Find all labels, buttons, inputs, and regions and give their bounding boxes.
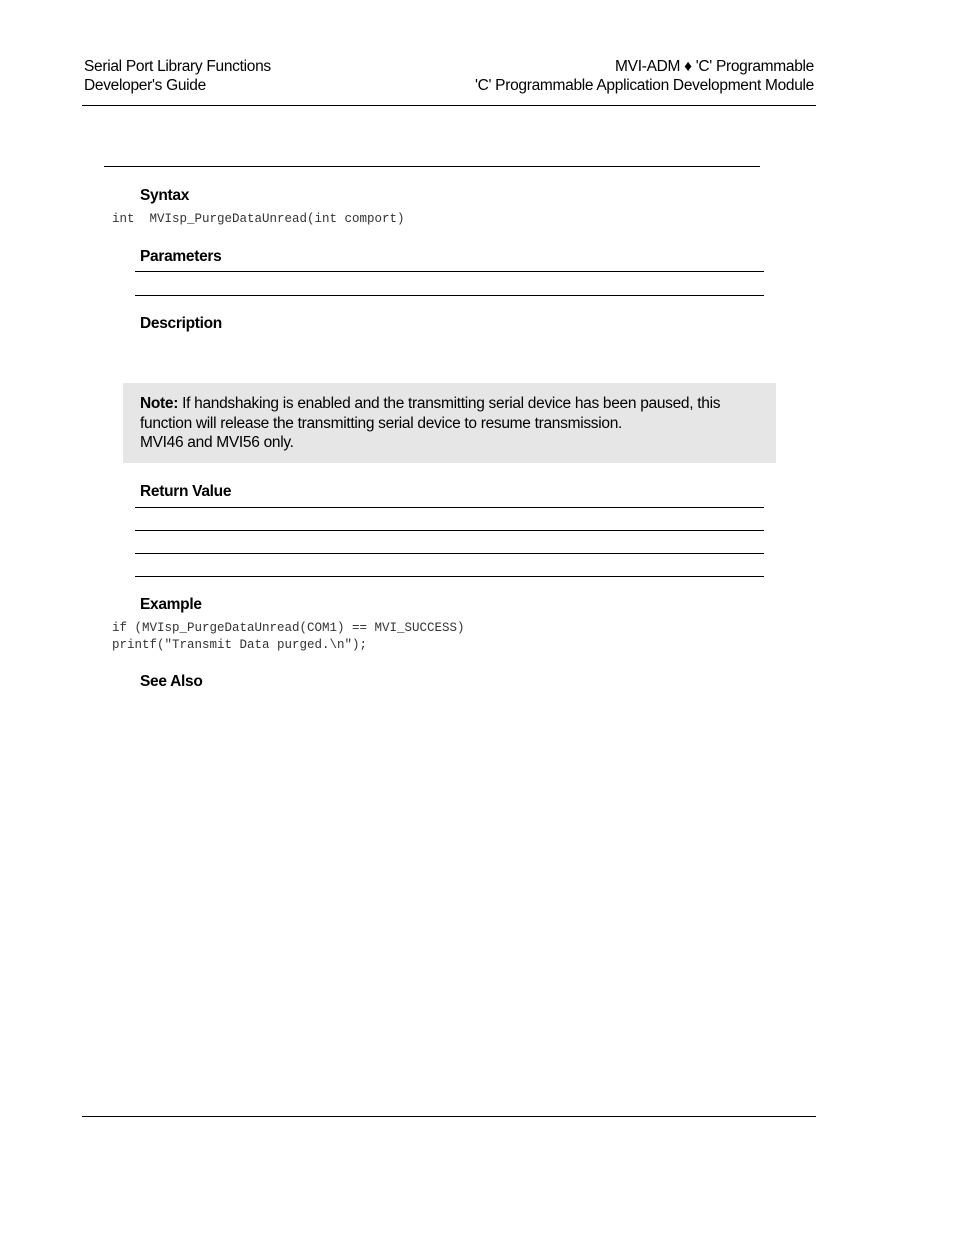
header-guide-title: Developer's Guide bbox=[84, 77, 206, 94]
syntax-code: int MVIsp_PurgeDataUnread(int comport) bbox=[112, 212, 405, 226]
header-section-title: Serial Port Library Functions bbox=[84, 58, 271, 75]
parameters-heading: Parameters bbox=[140, 248, 222, 265]
section-top-divider bbox=[104, 166, 760, 167]
example-heading: Example bbox=[140, 596, 202, 613]
return-table-rule-1 bbox=[135, 507, 764, 508]
note-text bbox=[140, 394, 765, 453]
syntax-heading: Syntax bbox=[140, 187, 190, 204]
header-divider bbox=[82, 105, 816, 106]
example-code-line-1: if (MVIsp_PurgeDataUnread(COM1) == MVI_SUCCESS) bbox=[112, 621, 465, 635]
header-right bbox=[475, 57, 814, 95]
parameters-table-bottom-rule bbox=[135, 295, 764, 296]
note-label: Note: bbox=[140, 395, 179, 412]
note-platform-line: MVI46 and MVI56 only. bbox=[140, 434, 294, 451]
header-module-title: 'C' Programmable Application Development Module bbox=[474, 77, 814, 94]
return-value-heading: Return Value bbox=[140, 483, 232, 500]
parameters-table-top-rule bbox=[135, 271, 764, 272]
header-left bbox=[84, 57, 271, 95]
footer-divider bbox=[82, 1116, 816, 1117]
example-code-line-2: printf("Transmit Data purged.\n"); bbox=[112, 638, 368, 652]
header-product-title: MVI-ADM ♦ 'C' Programmable bbox=[615, 58, 814, 75]
return-table-rule-2 bbox=[135, 530, 764, 531]
see-also-heading: See Also bbox=[140, 673, 203, 690]
note-body: If handshaking is enabled and the transmitting serial device has been paused, this function will release the transmitting serial device to resume transmission. bbox=[140, 395, 721, 432]
note-box bbox=[123, 383, 776, 463]
return-table-rule-3 bbox=[135, 553, 764, 554]
description-heading: Description bbox=[140, 315, 222, 332]
return-table-rule-4 bbox=[135, 576, 764, 577]
